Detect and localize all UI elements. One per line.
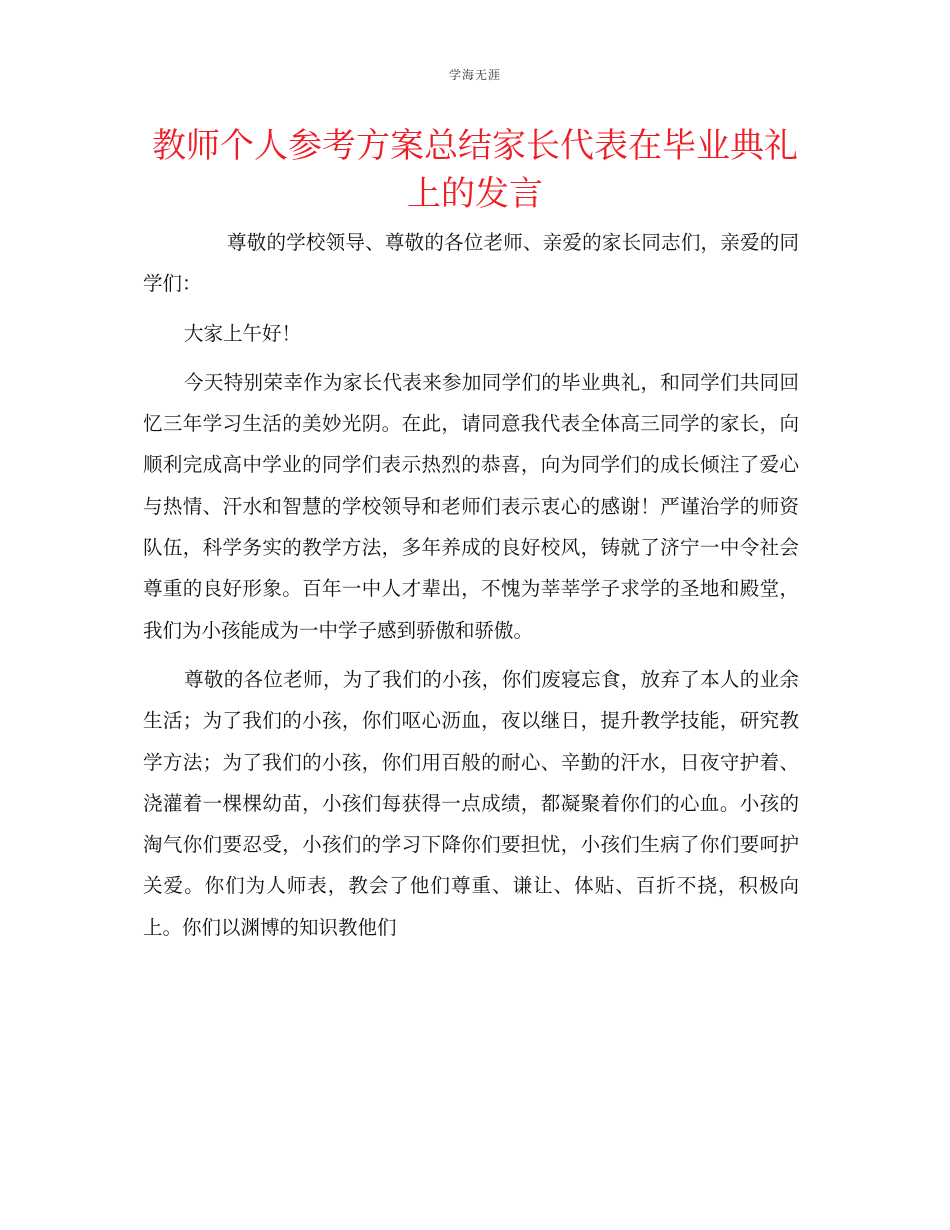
document-body [143,222,799,948]
document-title: 教师个人参考方案总结家长代表在毕业典礼上的发言 [152,126,798,214]
salutation-paragraph: 尊敬的学校领导、尊敬的各位老师、亲爱的家长同志们，亲爱的同学们： [143,231,799,296]
page-header: 学海无涯 [448,68,501,82]
body-paragraph: 今天特别荣幸作为家长代表来参加同学们的毕业典礼，和同学们共同回忆三年学习生活的美妙光阴。在此，请同意我代表全体高三同学的家长，向顺利完成高中学业的同学们表示热烈的恭喜，向为同学们的成长倾注了爱心与热情、汗水和智慧的学校领导和老师们表示衷心的感谢！严谨治学的师资队伍，科学务实的教学方法，多年养成的良好校风，铸就了济宁一中令社会尊重的良好形象。百年一中人才辈出，不愧为莘莘学子求学的圣地和殿堂，我们为小孩能成为一中学子感到骄傲和骄傲。 [143,370,799,642]
greeting-paragraph: 大家上午好！ [184,321,302,345]
body-paragraph: 尊敬的各位老师，为了我们的小孩，你们废寝忘食，放弃了本人的业余生活；为了我们的小孩，你们呕心沥血，夜以继日，提升教学技能，研究教学方法；为了我们的小孩，你们用百般的耐心、辛勤的汗水，日夜守护着、浇灌着一棵棵幼苗，小孩们每获得一点成绩，都凝聚着你们的心血。小孩的淘气你们要忍受，小孩们的学习下降你们要担忧，小孩们生病了你们要呵护关爱。你们为人师表，教会了他们尊重、谦让、体贴、百折不挠，积极向上。你们以渊博的知识教他们 [143,667,799,939]
